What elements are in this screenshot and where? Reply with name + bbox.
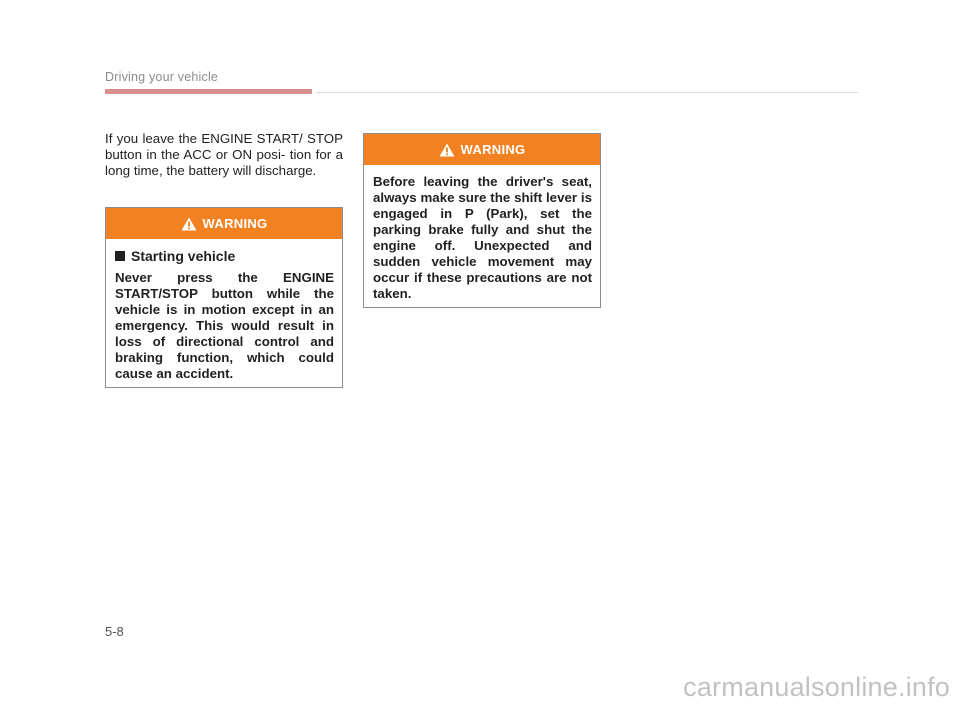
warning-body <box>364 165 600 302</box>
warning-triangle-icon <box>181 217 197 231</box>
warning-header <box>106 208 342 239</box>
warning-subtitle <box>115 248 334 264</box>
warning-label: WARNING <box>202 216 268 231</box>
warning-triangle-icon <box>439 143 455 157</box>
warning-text: Before leaving the driver's seat, always make sure the shift lever is engaged in P (Park), set the parking brake fully and shut the engine off. Unexpected and sudden vehicle movement may occur if these precautions are not taken. <box>373 174 592 301</box>
intro-paragraph: If you leave the ENGINE START/ STOP button in the ACC or ON posi- tion for a long time, the battery will discharge. <box>105 131 343 178</box>
header-divider <box>316 92 858 93</box>
site-watermark: carmanualsonline.info <box>683 672 950 702</box>
square-bullet-icon <box>115 251 125 261</box>
warning-text: Never press the ENGINE START/STOP button while the vehicle is in motion except in an emergency. This would result in loss of directional control and braking function, which could cause an accident. <box>115 270 334 381</box>
section-title: Driving your vehicle <box>105 70 219 84</box>
warning-box-leaving-seat <box>363 133 601 308</box>
page-number: 5-8 <box>105 624 124 639</box>
warning-header <box>364 134 600 165</box>
warning-box-starting-vehicle <box>105 207 343 388</box>
warning-subtitle-text: Starting vehicle <box>131 248 236 264</box>
warning-body <box>106 239 342 382</box>
warning-label: WARNING <box>460 142 526 157</box>
header-accent-rule <box>105 89 312 94</box>
